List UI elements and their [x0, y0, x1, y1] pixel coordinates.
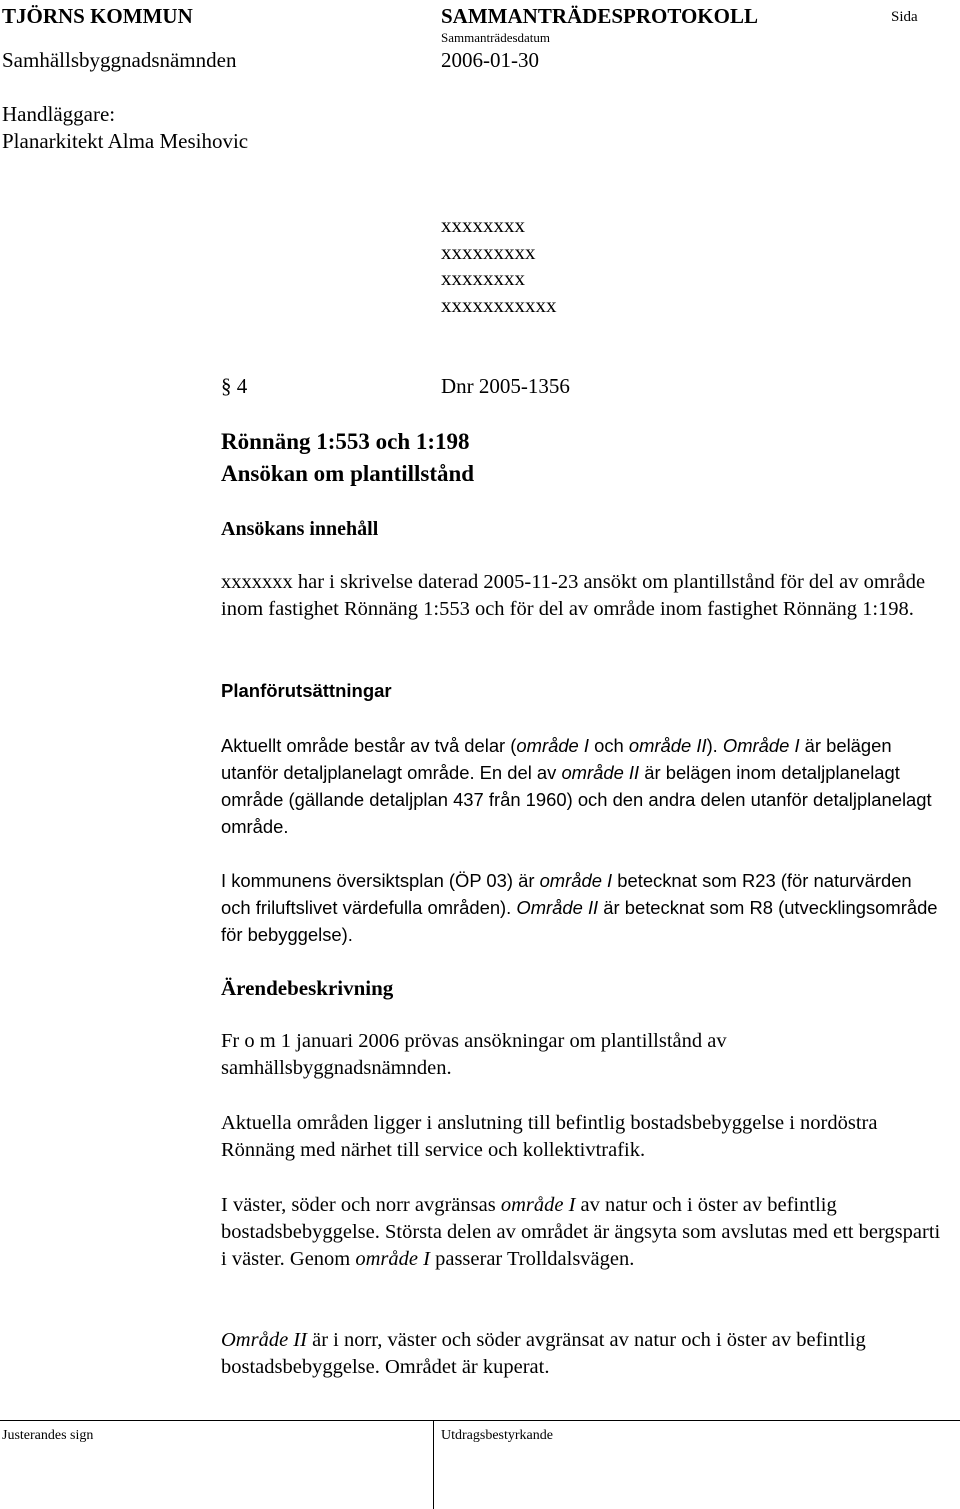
case-title-line-2: Ansökan om plantillstånd	[221, 461, 475, 486]
handler-label: Handläggare:	[2, 102, 116, 126]
address-line-4: xxxxxxxxxxx	[441, 293, 557, 317]
municipality-name: TJÖRNS KOMMUN	[2, 4, 193, 28]
section-number	[221, 374, 247, 399]
paragraph-description-2: Aktuella områden ligger i anslutning till befintlig bostadsbebyggelse i nordöstra Rönnäng med närhet till service och kollektivtrafik.	[221, 1112, 878, 1161]
paragraph-description-1: Fr o m 1 januari 2006 prövas ansökningar om plantillstånd av samhällsbyggnadsnämnden.	[221, 1030, 727, 1079]
footer-sign-label: Justerandes sign	[2, 1428, 94, 1443]
heading-planning-conditions: Planförutsättningar	[221, 680, 392, 701]
meeting-date-label: Sammanträdesdatum	[441, 30, 551, 45]
paragraph-description-4: Område II är i norr, väster och söder avgränsat av natur och i öster av befintlig bostadsbebyggelse. Området är kuperat.	[221, 1329, 866, 1378]
paragraph-application-contents: xxxxxxx har i skrivelse daterad 2005-11-23 ansökt om plantillstånd för del av område inom fastighet Rönnäng 1:553 och för del av område inom fastighet Rönnäng 1:198.	[221, 571, 926, 620]
protocol-title: SAMMANTRÄDESPROTOKOLL	[441, 4, 758, 28]
paragraph-description-3: I väster, söder och norr avgränsas område I av natur och i öster av befintlig bostadsbebyggelse. Största delen av området är ängsyta som avslutas med ett bergsparti i väster. Genom område I passerar Trolldalsvägen.	[221, 1194, 941, 1270]
section-symbol: §	[221, 374, 232, 398]
address-line-1: xxxxxxxx	[441, 213, 525, 237]
case-title-line-1: Rönnäng 1:553 och 1:198	[221, 429, 470, 454]
footer-extract-label: Utdragsbestyrkande	[441, 1428, 553, 1443]
paragraph-planning-conditions-1: Aktuellt område består av två delar (område I och område II). Område I är belägen utanför detaljplanelagt område. En del av område II är belägen inom detaljplanelagt område (gällande detaljplan 437 från 1960) och den andra delen utanför detaljplanelagt område.	[221, 735, 932, 837]
meeting-date: 2006-01-30	[441, 48, 539, 72]
address-line-2: xxxxxxxxx	[441, 240, 536, 264]
footer-vertical-divider	[433, 1421, 434, 1509]
heading-case-description: Ärendebeskrivning	[221, 976, 394, 1000]
section-number-value: 4	[236, 374, 248, 398]
heading-application-contents: Ansökans innehåll	[221, 518, 379, 540]
board-name: Samhällsbyggnadsnämnden	[2, 48, 237, 72]
paragraph-planning-conditions-2: I kommunens översiktsplan (ÖP 03) är område I betecknat som R23 (för naturvärden och friluftslivet värdefulla områden). Område II är betecknat som R8 (utvecklingsområde för bebyggelse).	[221, 870, 938, 945]
address-line-3: xxxxxxxx	[441, 266, 525, 290]
handler-name: Planarkitekt Alma Mesihovic	[2, 129, 249, 153]
dnr-number: Dnr 2005-1356	[441, 374, 570, 398]
footer-divider	[0, 1420, 960, 1421]
page-label: Sida	[891, 9, 918, 25]
